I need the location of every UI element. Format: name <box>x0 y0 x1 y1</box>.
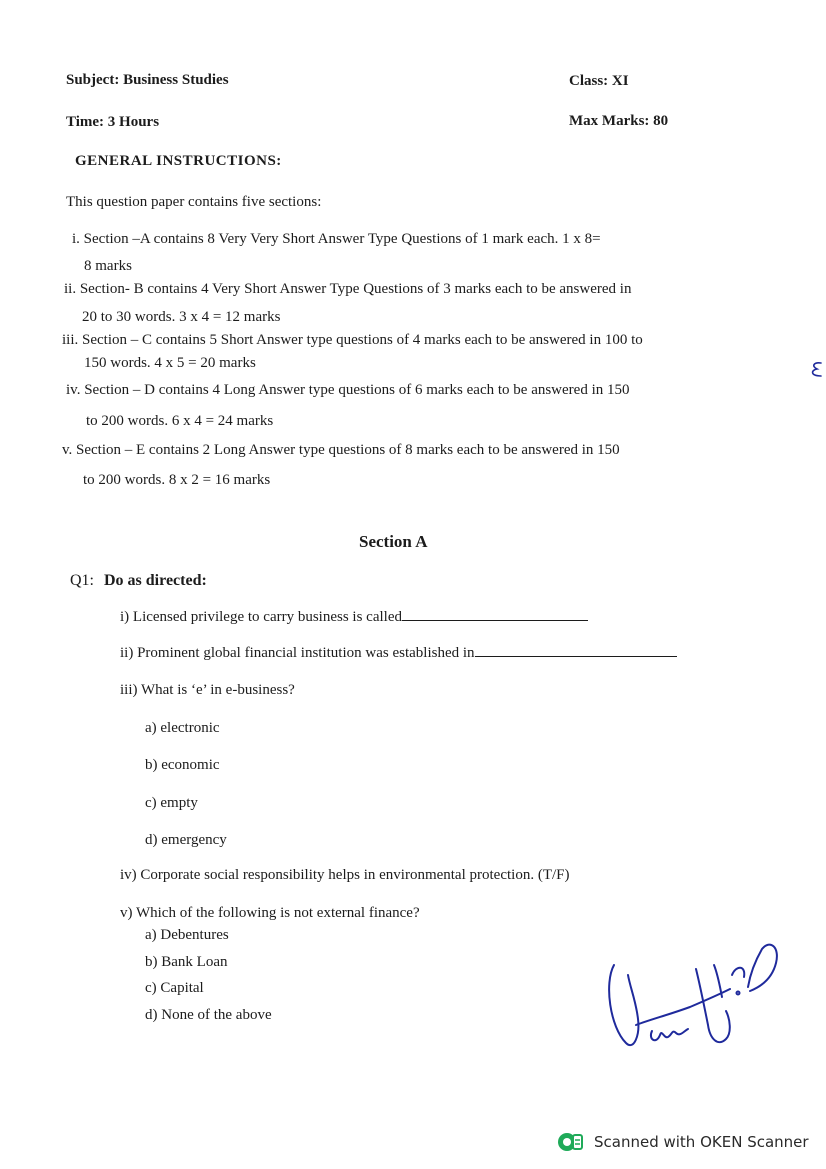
instructions-intro: This question paper contains five sections: <box>66 194 322 210</box>
signature <box>600 935 785 1065</box>
answer-blank-ii <box>475 655 677 657</box>
q1-block <box>70 572 207 590</box>
instruction-item-1: i. Section –A contains 8 Very Very Short Answer Type Questions of 1 mark each. 1 x 8= <box>72 231 601 247</box>
option-v-a: a) Debentures <box>145 927 229 943</box>
option-iii-c: c) empty <box>145 795 198 811</box>
oken-scanner-logo-icon <box>556 1131 584 1153</box>
scanner-watermark <box>556 1131 809 1153</box>
instruction-item-5: v. Section – E contains 2 Long Answer type questions of 8 marks each to be answered in 150 <box>62 442 620 458</box>
instruction-item-4: iv. Section – D contains 4 Long Answer type questions of 6 marks each to be answered in 150 <box>66 382 630 398</box>
subject-label: Subject: Business Studies <box>66 72 229 88</box>
q1-directive: Do as directed: <box>104 572 207 589</box>
option-iii-b: b) economic <box>145 757 220 773</box>
instruction-item-3: iii. Section – C contains 5 Short Answer type questions of 4 marks each to be answered in 100 to <box>62 332 643 348</box>
instruction-item-2-cont: 20 to 30 words. 3 x 4 = 12 marks <box>82 309 281 325</box>
instruction-item-4-cont: to 200 words. 6 x 4 = 24 marks <box>86 413 274 429</box>
q1-label: Q1: <box>70 572 94 589</box>
instruction-item-5-cont: to 200 words. 8 x 2 = 16 marks <box>83 472 271 488</box>
question-i <box>120 609 588 626</box>
scanner-text: Scanned with OKEN Scanner <box>594 1133 809 1151</box>
option-iii-a: a) electronic <box>145 720 220 736</box>
question-iv: iv) Corporate social responsibility helps in environmental protection. (T/F) <box>120 867 570 883</box>
option-v-d: d) None of the above <box>145 1007 272 1023</box>
instruction-item-1-cont: 8 marks <box>84 258 132 274</box>
section-a-title: Section A <box>359 532 428 551</box>
question-i-text: i) Licensed privilege to carry business is called <box>120 609 402 625</box>
instruction-item-3-cont: 150 words. 4 x 5 = 20 marks <box>84 355 256 371</box>
question-iii: iii) What is ‘e’ in e-business? <box>120 682 295 698</box>
option-v-b: b) Bank Loan <box>145 954 228 970</box>
margin-handwritten-mark <box>808 360 824 387</box>
question-ii-text: ii) Prominent global financial institution was established in <box>120 645 475 661</box>
question-v: v) Which of the following is not external finance? <box>120 905 420 921</box>
option-iii-d: d) emergency <box>145 832 227 848</box>
max-marks-label: Max Marks: 80 <box>569 113 669 129</box>
instructions-heading: GENERAL INSTRUCTIONS: <box>75 153 282 169</box>
question-ii <box>120 645 677 662</box>
class-label: Class: XI <box>569 73 629 89</box>
instruction-item-2: ii. Section- B contains 4 Very Short Answer Type Questions of 3 marks each to be answered in <box>64 281 632 297</box>
time-label: Time: 3 Hours <box>66 114 160 130</box>
option-v-c: c) Capital <box>145 980 204 996</box>
answer-blank-i <box>402 619 588 621</box>
